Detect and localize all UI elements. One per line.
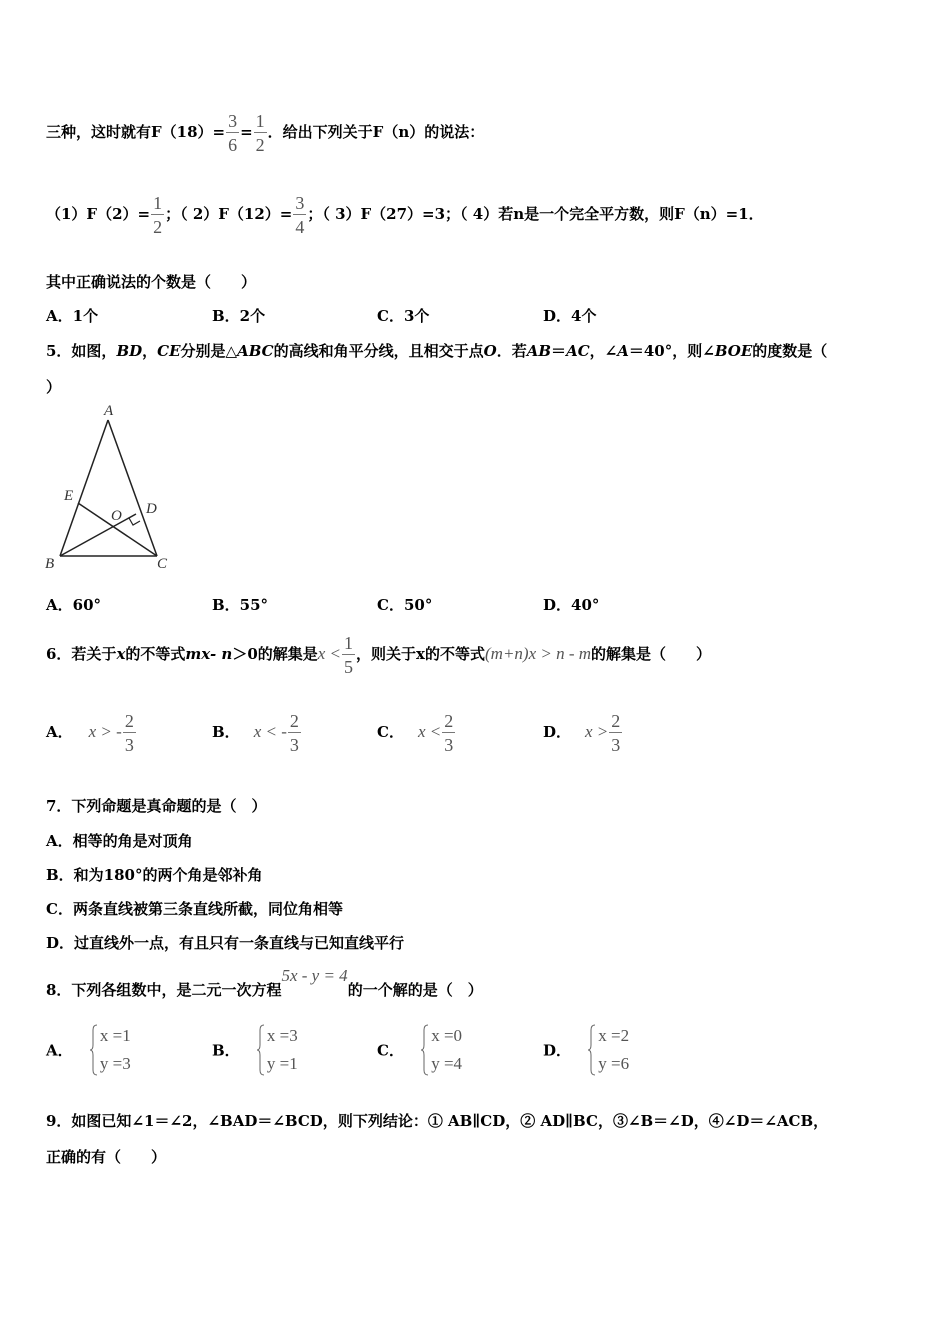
label-b: B [45,556,55,572]
fraction-2-3: $\frac{2}{3}$ [611,711,621,755]
label-e: E [64,488,74,504]
q5-option-d: D．40° [543,596,600,614]
intro-prefix: 三种，这时就有F（18）= [46,123,226,141]
right-angle-mark [129,518,140,525]
q7-option-b: B．和为180°的两个角是邻补角 [46,866,263,884]
equation-system: x =1 y =3 [90,1022,131,1078]
q4-option-d: D．4个 [543,307,597,325]
equation-system: x =0 y =4 [421,1022,462,1078]
label-o: O [111,508,122,524]
q8-option-c: C． x =0 y =4 [377,1022,462,1078]
q4-option-a: A．1个 [46,307,99,325]
fraction-1-5: $\frac{1}{5}$ [344,633,354,677]
q8-option-b: B． x =3 y =1 [212,1022,298,1078]
equation-system: x =3 y =1 [257,1022,298,1078]
brace-icon [588,1024,596,1076]
brace-icon [90,1024,98,1076]
q5-question-close: ） [46,378,62,396]
fraction-1-2: $\frac{1}{2}$ [255,111,265,155]
q7-option-d: D．过直线外一点，有且只有一条直线与已知直线平行 [46,934,405,952]
brace-icon [421,1024,429,1076]
intro-line: 三种，这时就有F（18）= $\frac{3}{6}$ = $\frac{1}{2}$ ．给出下列关于F（n）的说法： [46,111,485,155]
q6-option-c: C． x < $\frac{2}{3}$ [377,711,454,755]
statements-line: （1）F（2）= $\frac{1}{2}$ ；（ 2）F（12）= $\frac{3}{4}$ ；（ 3）F（27）=3；（ 4）若n是一个完全平方数，则F（n）=1． [46,193,764,237]
q4-option-b: B．2个 [212,307,266,325]
fraction-2-3: $\frac{2}{3}$ [444,711,454,755]
q4-option-c: C．3个 [377,307,430,325]
q6-question: 6．若关于x的不等式mx- n＞0的解集是x < $\frac{1}{5}$ ，则关于x的不等式(m+n)x > n - m的解集是（ ） [46,633,712,677]
label-c: C [157,556,168,572]
q5-question: 5．如图，BD，CE分别是△ABC的高线和角平分线，且相交于点O．若AB＝AC，∠A＝40°，则∠BOE的度数是（ [46,342,828,360]
q6-option-d: D． x > $\frac{2}{3}$ [543,711,621,755]
q8-option-d: D． x =2 y =6 [543,1022,629,1078]
side-ac [108,420,157,556]
equation-system: x =2 y =6 [588,1022,629,1078]
fraction-3-4: $\frac{3}{4}$ [295,193,305,237]
q7-question: 7．下列命题是真命题的是（ ） [46,797,267,815]
q4-question: 其中正确说法的个数是（ ） [46,273,257,291]
q8-question: 8．下列各组数中，是二元一次方程5x - y = 4的一个解的是（ ） [46,966,483,999]
q7-option-c: C．两条直线被第三条直线所截，同位角相等 [46,900,343,918]
fraction-2-3: $\frac{2}{3}$ [289,711,299,755]
q9-question-cont: 正确的有（ ） [46,1148,167,1166]
fraction-2-3: $\frac{2}{3}$ [124,711,134,755]
q5-option-b: B．55° [212,596,269,614]
fraction-3-6: $\frac{3}{6}$ [228,111,238,155]
q6-option-a: A． x > - $\frac{2}{3}$ [46,711,134,755]
q5-option-c: C．50° [377,596,433,614]
q8-option-a: A． x =1 y =3 [46,1022,131,1078]
q9-question: 9．如图已知∠1＝∠2，∠BAD＝∠BCD，则下列结论：① AB∥CD，② AD∥BC，③∠B＝∠D，④∠D＝∠ACB， [46,1112,829,1130]
q7-option-a: A．相等的角是对顶角 [46,832,193,850]
fraction-1-2: $\frac{1}{2}$ [153,193,163,237]
label-d: D [146,501,157,517]
brace-icon [257,1024,265,1076]
equation-5x-y-4: 5x - y = 4 [281,966,348,985]
label-a: A [104,403,114,419]
q5-option-a: A．60° [46,596,102,614]
triangle-figure [40,398,180,576]
q6-option-b: B． x < - $\frac{2}{3}$ [212,711,299,755]
